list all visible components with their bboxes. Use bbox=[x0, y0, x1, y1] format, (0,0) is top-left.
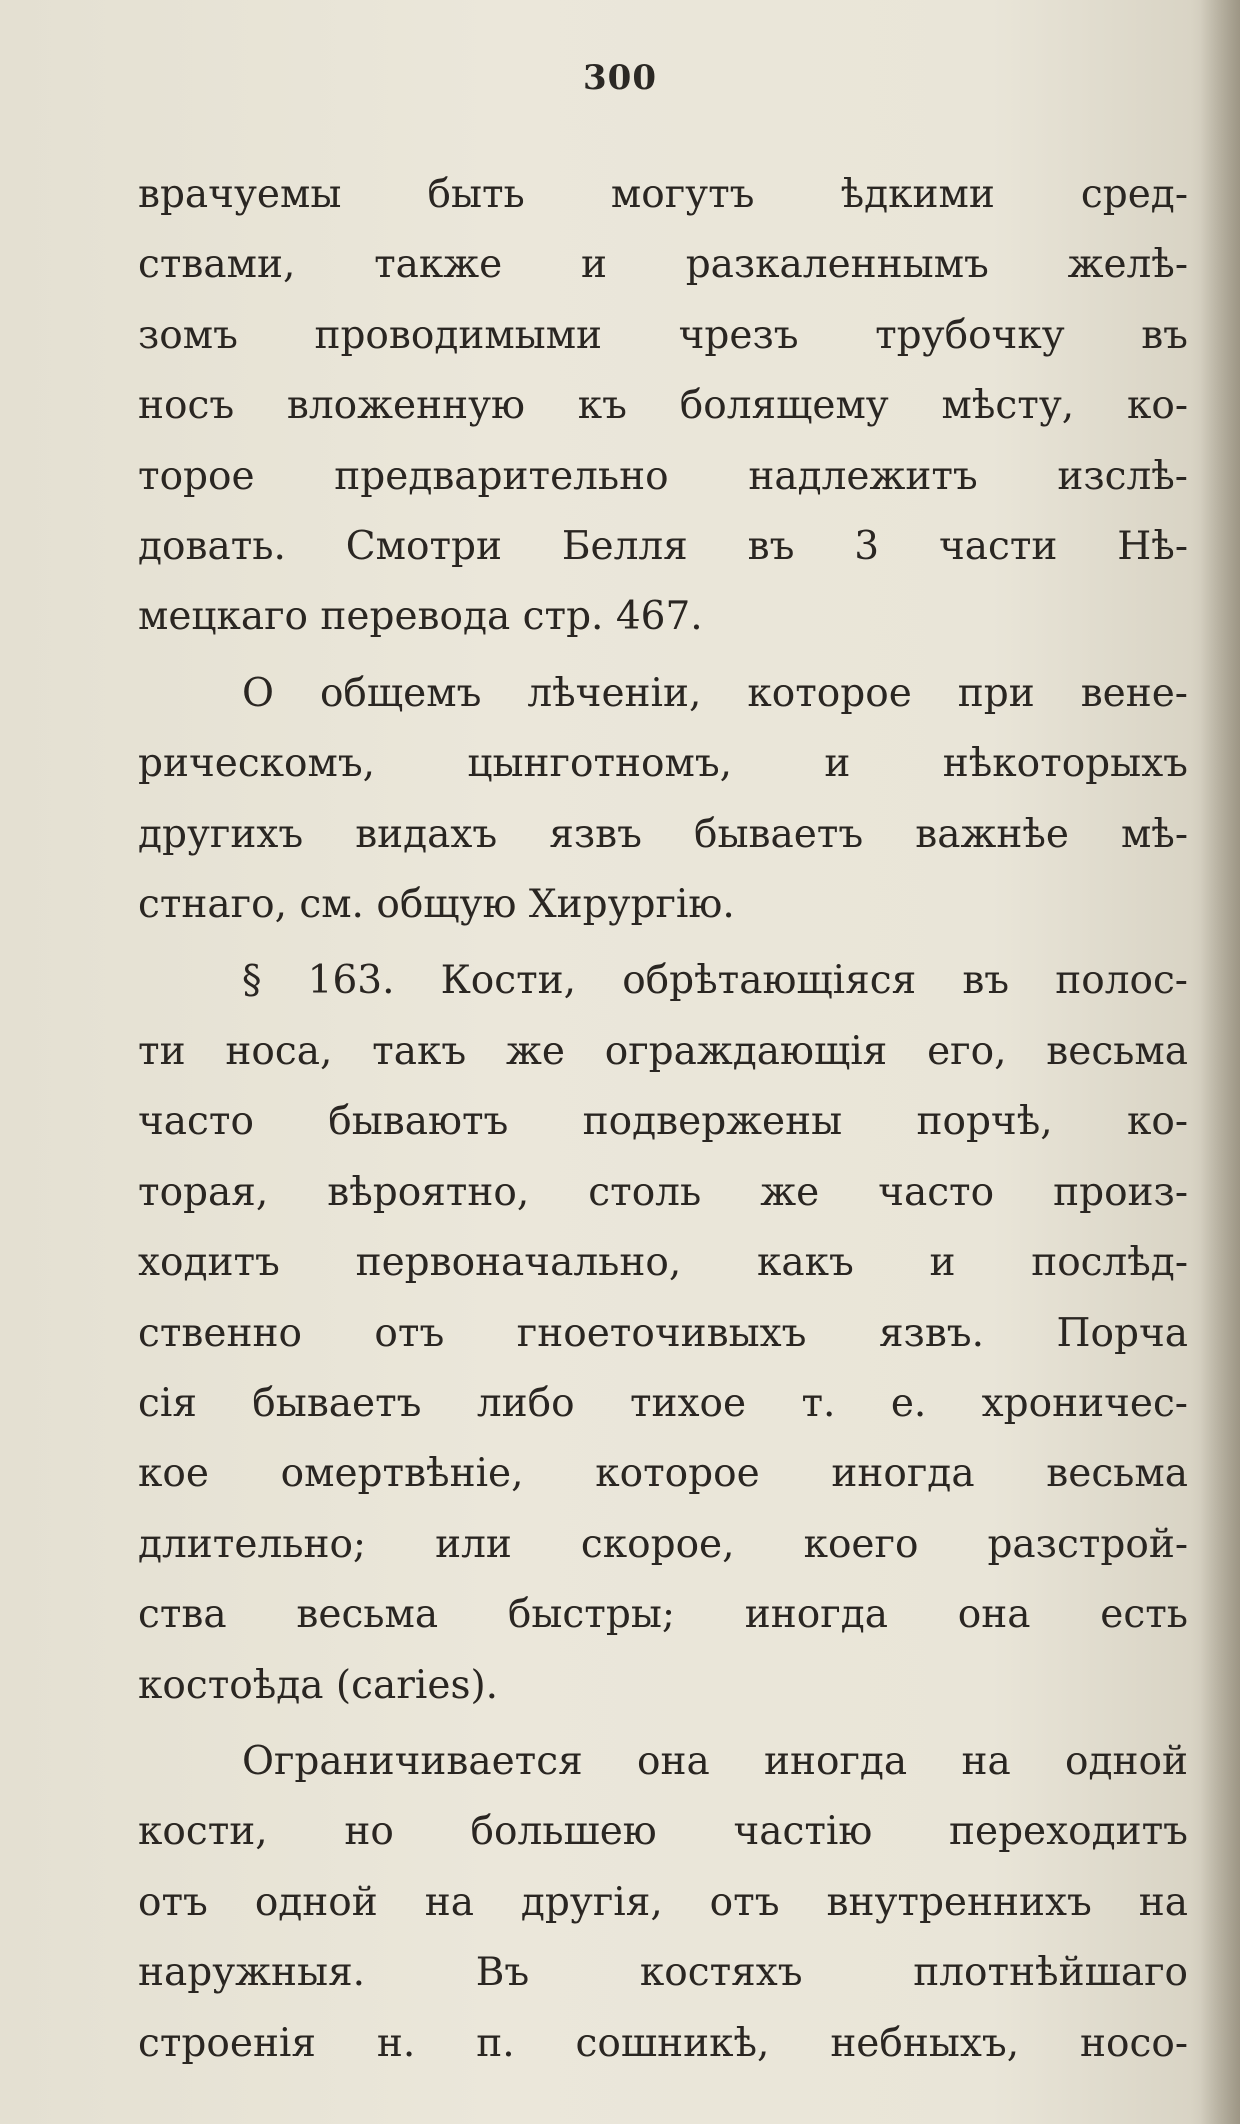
text-line: отъ одной на другiя, отъ внутреннихъ на bbox=[138, 1879, 1188, 1925]
text-line: наружныя. Въ костяхъ плотнѣйшаго bbox=[138, 1950, 1188, 1996]
text-line: строенiя н. п. сошникѣ, небныхъ, носо- bbox=[138, 2020, 1188, 2066]
text-line: костоѣда (caries). bbox=[138, 1662, 499, 1708]
text-line: сiя бываетъ либо тихое т. е. хроничес- bbox=[138, 1380, 1188, 1426]
text-line: торое предварительно надлежитъ изслѣ- bbox=[138, 453, 1188, 499]
paragraph-4 bbox=[138, 1727, 1188, 2079]
text-line: ства весьма быстры; иногда она есть bbox=[138, 1592, 1188, 1638]
text-line: ти носа, такъ же ограждающiя его, весьма bbox=[138, 1028, 1188, 1074]
paragraph-2 bbox=[138, 659, 1188, 941]
page-edge-shadow bbox=[1200, 0, 1240, 2124]
text-line: § 163. Кости, обрѣтающiяся въ полос- bbox=[242, 958, 1188, 1004]
text-line: другихъ видахъ язвъ бываетъ важнѣе мѣ- bbox=[138, 811, 1188, 857]
text-line: ственно отъ гноеточивыхъ язвъ. Порча bbox=[138, 1310, 1188, 1356]
text-line: стнаго, см. общую Хирургiю. bbox=[138, 882, 735, 928]
text-line: кое омертвѣнiе, которое иногда весьма bbox=[138, 1451, 1188, 1497]
text-line: ствами, также и разкаленнымъ желѣ- bbox=[138, 242, 1188, 288]
text-line: ходитъ первоначально, какъ и послѣд- bbox=[138, 1240, 1188, 1286]
text-line: Ограничивается она иногда на одной bbox=[242, 1738, 1188, 1784]
text-line: рическомъ, цынготномъ, и нѣкоторыхъ bbox=[138, 741, 1188, 787]
text-line: О общемъ лѣченiи, которое при вене- bbox=[242, 670, 1188, 716]
paragraph-3 bbox=[138, 946, 1188, 1720]
body-text bbox=[138, 160, 1188, 2079]
text-line: носъ вложенную къ болящему мѣсту, ко- bbox=[138, 383, 1188, 429]
text-line: довать. Смотри Белля въ 3 части Нѣ- bbox=[138, 524, 1188, 570]
paragraph-1 bbox=[138, 160, 1188, 653]
page-number: 300 bbox=[583, 58, 657, 98]
text-line: зомъ проводимыми чрезъ трубочку въ bbox=[138, 312, 1188, 358]
text-line: торая, вѣроятно, столь же часто произ- bbox=[138, 1169, 1188, 1215]
text-line: кости, но большею частiю переходитъ bbox=[138, 1809, 1188, 1855]
text-line: мецкаго перевода стр. 467. bbox=[138, 594, 703, 640]
text-line: часто бываютъ подвержены порчѣ, ко- bbox=[138, 1099, 1188, 1145]
text-line: длительно; или скорое, коего разстрой- bbox=[138, 1521, 1188, 1567]
text-line: врачуемы быть могутъ ѣдкими сред- bbox=[138, 172, 1188, 217]
